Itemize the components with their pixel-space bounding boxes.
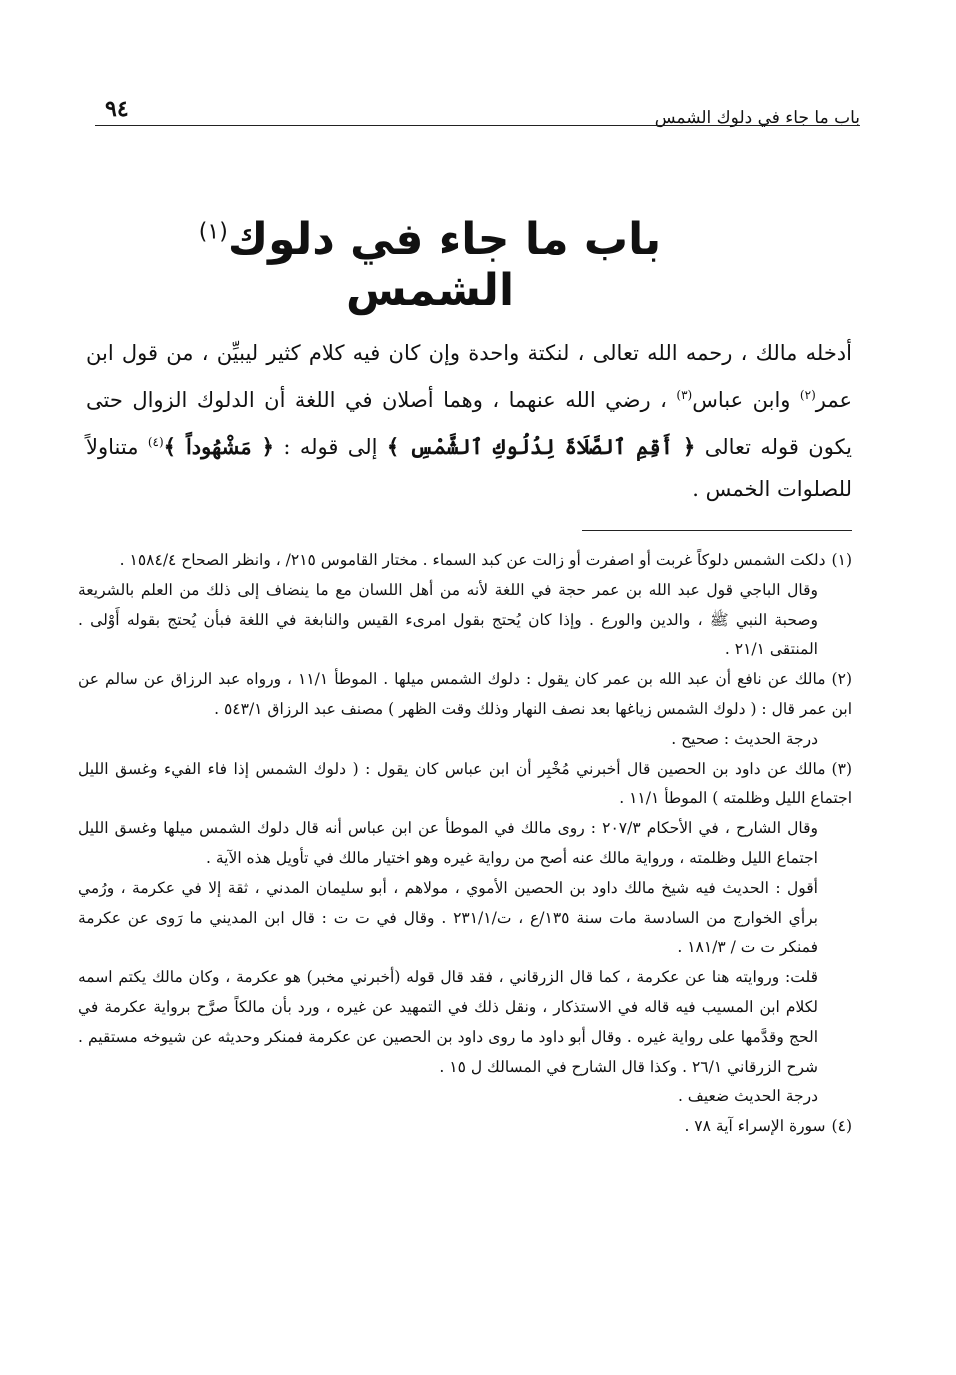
body-text	[86, 332, 852, 510]
chapter-title	[150, 214, 710, 316]
footnote-text: مالك عن داود بن الحصين قال أخبرني مُخْبِر أن ابن عباس كان يقول : ( دلوك الشمس إذا فاء الفيء وغسق الليل اجتماع الليل وظلمته ) الموطأ ١١/١ .	[78, 759, 852, 808]
running-title: باب ما جاء في دلوك الشمس	[654, 108, 860, 128]
footnote-number: (٢)	[831, 670, 852, 689]
footnote-text: سورة الإسراء آية ٧٨ .	[684, 1117, 826, 1136]
body-segment: متناولاً للصلوات الخمس .	[86, 435, 852, 501]
footnote-number: (١)	[831, 551, 852, 569]
footnote-number: (٣)	[831, 759, 852, 778]
body-paragraph	[86, 332, 852, 510]
chapter-title-part2: الشمس	[345, 265, 515, 316]
note-ref: (٢)	[799, 388, 816, 402]
body-segment: ، رضي الله عنهما ، وهما أصلان في اللغة أن الدلوك الزوال حتى يكون قوله تعالى	[86, 388, 853, 459]
footnote-3	[78, 755, 852, 815]
running-header	[95, 92, 860, 136]
chapter-title-part1: باب ما جاء في دلوك	[227, 214, 662, 265]
body-segment: إلى قوله :	[274, 435, 387, 459]
footnote-2	[78, 665, 852, 725]
footnote-3-paragraph: أقول : الحديث فيه شيخ مالك داود بن الحصين الأموي ، مولاهم ، أبو سليمان المدني ، ثقة إلا في عكرمة ، ورُمي برأي الخوارج من السادسة مات سنة ١٣٥/ع ، ت/٢٣١/١ . وقال في ت ت : قال ابن المديني ما رَوى عن عكرمة فمنكر ت ت / ١٨١/٣ .	[78, 878, 818, 957]
body-segment: وابن عباس	[692, 388, 800, 412]
note-ref: (٣)	[676, 388, 693, 402]
footnotes	[78, 546, 852, 1142]
footnote-3-paragraph: درجة الحديث ضعيف .	[677, 1087, 818, 1106]
footnotes-rule	[582, 530, 852, 531]
footnote-1-paragraph: وقال الباجي قول عبد الله بن عمر حجة في اللغة لأنه من أهل اللسان مع ما ينضاف إلى ذلك من العلم بالشريعة وصحبة النبي ﷺ ، والدين والورع . وإذا كان يُحتج بقول امرىء القيس والنابغة في اللغة فبأن يُحتج بقوله أَوْلى . المنتقى ٢١/١ .	[78, 580, 818, 659]
quran-quote: ﴿ مَشْهُوداً ﴾	[163, 434, 274, 459]
page-number: ٩٤	[105, 96, 129, 122]
footnote-3-paragraph: قلت: وروايته هنا عن عكرمة ، كما قال الزرقاني ، فقد قال قوله (أخبرني مخبر) هو عكرمة ، وكان مالك يكتم اسمه لكلام ابن المسيب فيه قاله في الاستذكار ، ونقل ذلك في التمهيد عن غيره ، ورد بأن مالكاً صرَّح برواية عكرمة في الحج وقدَّمها على رواية غيره . وقال أبو داود ما روى داود بن الحصين عن عكرمة فمنكر وحديثه عن شيوخه مستقيم . شرح الزرقاني ٢٦/١ . وكذا قال الشارح في المسالك ل ١٥ .	[78, 968, 818, 1076]
footnote-text: دلكت الشمس دلوكاً غربت أو اصفرت أو زالت عن كبد السماء . مختار القاموس ٢١٥/ ، وانظر الصحاح ١٥٨٤/٤ .	[119, 551, 826, 569]
chapter-title-note-ref: (١)	[198, 219, 228, 245]
footnote-number: (٤)	[831, 1117, 852, 1136]
footnote-3-paragraph: وقال الشارح ، في الأحكام ٢٠٧/٣ : روى مالك في الموطأ عن ابن عباس أنه قال دلوك الشمس ميلها وغسق الليل اجتماع الليل وظلمته ، ورواية مالك عنه أصح من رواية غيره وهو اختيار مالك في تأويل هذه الآية .	[78, 819, 818, 867]
footnote-text: مالك عن نافع أن عبد الله بن عمر كان يقول : دلوك الشمس ميلها . الموطأ ١١/١ ، ورواه عبد الرزاق عن سالم عن ابن عمر قال : ( دلوك الشمس زياغها بعد نصف النهار وذلك وقت الظهر ) مصنف عبد الرزاق ٥٤٣/١ .	[78, 670, 852, 718]
footnote-4	[78, 1112, 852, 1142]
body-segment: أدخله مالك ، رحمه الله تعالى ، لنكتة واحدة وإن كان فيه كلام كثير ليبيِّن ، من قول ابن عمر	[86, 341, 853, 412]
footnote-2-paragraph: درجة الحديث : صحيح .	[671, 729, 818, 748]
header-rule	[95, 125, 860, 126]
quran-quote: ﴿ أَقِمِ ٱلصَّلَاةَ لِدُلُوكِ ٱلشَّمْسِ ﴾	[386, 434, 696, 459]
note-ref: (٤)	[147, 435, 164, 449]
footnote-1	[78, 546, 852, 576]
